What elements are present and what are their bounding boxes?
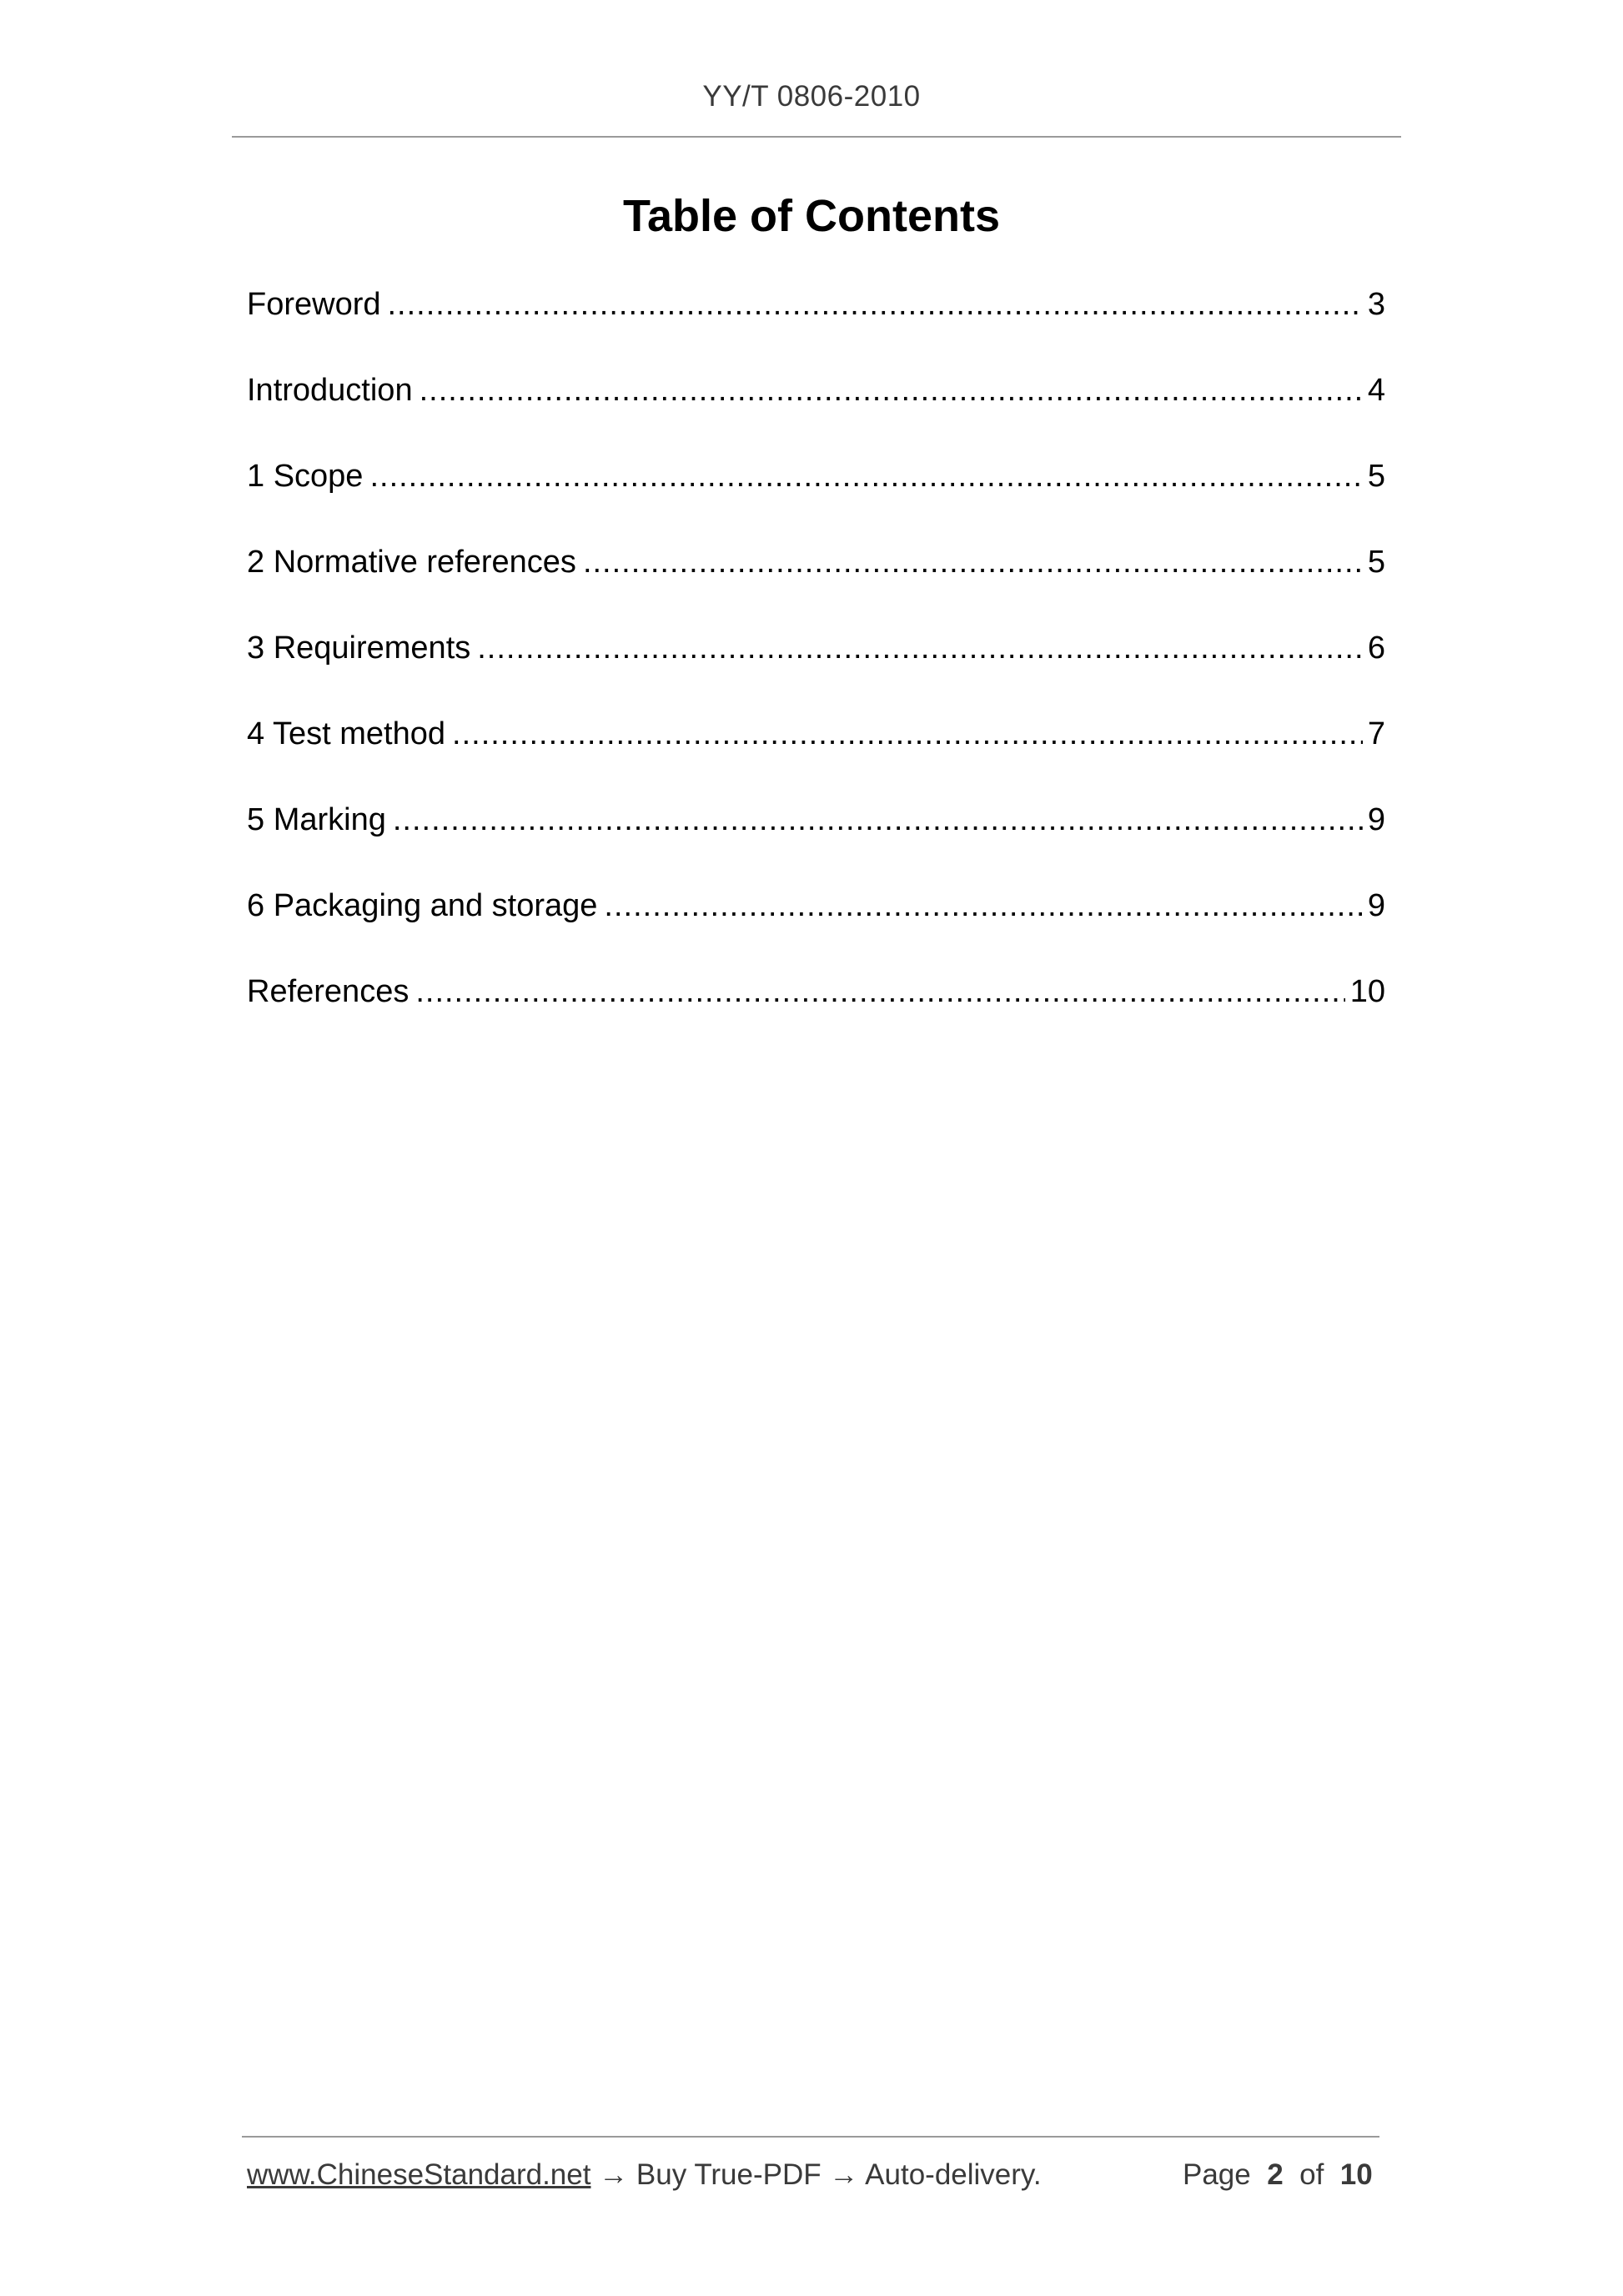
dot-leader (415, 967, 1344, 1016)
toc-entry-label: Introduction (247, 373, 413, 408)
current-page-number: 2 (1267, 2158, 1284, 2191)
dot-leader (420, 366, 1363, 414)
toc-entry-requirements[interactable] (247, 624, 1385, 710)
toc-entry-page: 5 (1367, 459, 1385, 494)
toc-entry-label: 1 Scope (247, 459, 364, 494)
toc-entry-label: 3 Requirements (247, 631, 471, 666)
page-footer (247, 2158, 1384, 2200)
page-word: Page (1183, 2158, 1251, 2191)
toc-entry-page: 9 (1367, 802, 1385, 837)
toc-entry-references[interactable] (247, 967, 1385, 1053)
toc-entry-introduction[interactable] (247, 366, 1385, 452)
toc-entry-label: References (247, 974, 410, 1009)
dot-leader (393, 796, 1363, 844)
toc-entry-label: 6 Packaging and storage (247, 888, 598, 923)
toc-entry-page: 10 (1349, 974, 1385, 1009)
dot-leader (604, 882, 1362, 930)
toc-entry-page: 6 (1367, 631, 1385, 666)
toc-entry-test-method[interactable] (247, 710, 1385, 796)
dot-leader (388, 280, 1363, 329)
toc-entry-page: 4 (1367, 373, 1385, 408)
total-pages-number: 10 (1339, 2158, 1373, 2191)
header-divider (232, 136, 1401, 138)
toc-entry-label: 4 Test method (247, 716, 446, 751)
toc-entry-marking[interactable] (247, 796, 1385, 882)
dot-leader (583, 538, 1363, 586)
of-word: of (1299, 2158, 1324, 2191)
dot-leader (369, 452, 1362, 500)
toc-entry-foreword[interactable] (247, 280, 1385, 366)
footer-promo-text: → Buy True-PDF → Auto-delivery. (590, 2158, 1042, 2191)
footer-divider (242, 2136, 1379, 2138)
dot-leader (452, 710, 1363, 758)
document-code: YY/T 0806-2010 (702, 80, 921, 113)
toc-entry-page: 5 (1367, 545, 1385, 580)
footer-promo (247, 2158, 1042, 2192)
dot-leader (477, 624, 1363, 672)
toc-entry-page: 7 (1367, 716, 1385, 751)
page-counter (1183, 2158, 1373, 2192)
toc-entry-page: 9 (1367, 888, 1385, 923)
toc-entry-label: Foreword (247, 287, 381, 322)
website-link[interactable]: www.ChineseStandard.net (247, 2158, 591, 2191)
toc-entry-page: 3 (1367, 287, 1385, 322)
toc-entry-label: 2 Normative references (247, 545, 576, 580)
toc-entry-normative-references[interactable] (247, 538, 1385, 624)
toc-entry-packaging-and-storage[interactable] (247, 882, 1385, 967)
toc-list (247, 280, 1385, 1053)
toc-entry-label: 5 Marking (247, 802, 386, 837)
toc-entry-scope[interactable] (247, 452, 1385, 538)
toc-title: Table of Contents (623, 191, 1000, 241)
